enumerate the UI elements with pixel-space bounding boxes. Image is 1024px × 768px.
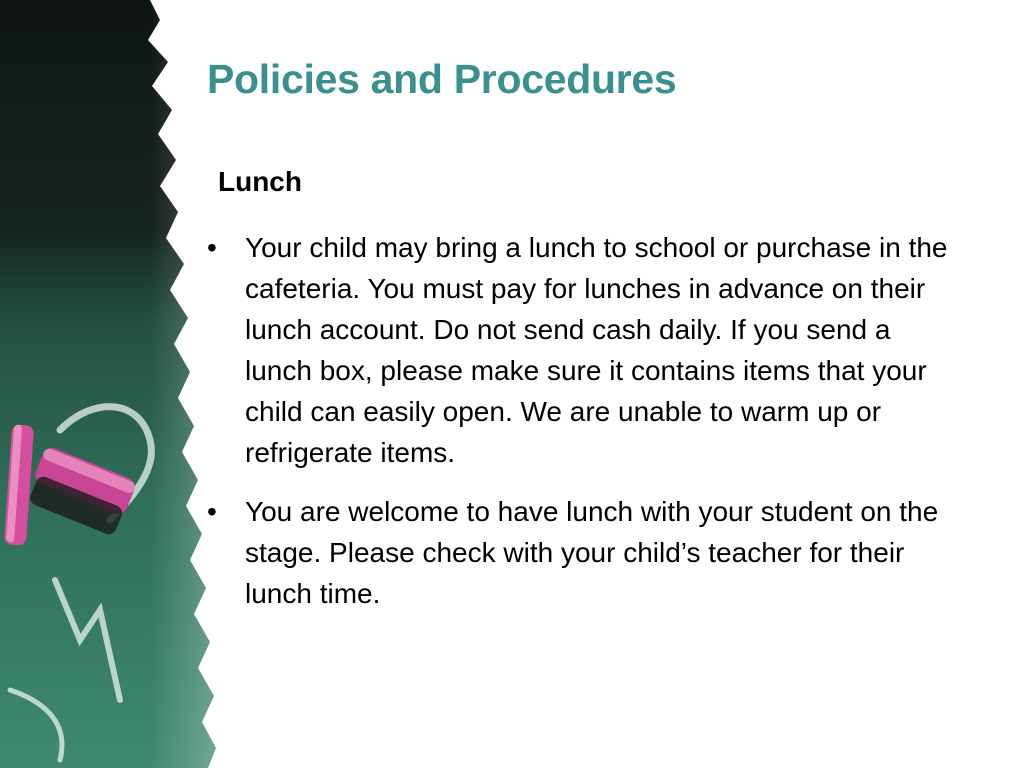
section-heading: Lunch (218, 166, 302, 197)
bullet-list (205, 227, 965, 632)
bullet-icon: • (207, 496, 217, 527)
bullet-text: Your child may bring a lunch to school or purchase in the cafeteria. You must pay for lunches in advance on their lunch account. Do not send cash daily. If you send a lunch box, please make sure it contains items that your child can easily open. We are unable to warm up or refrigerate items. (245, 232, 948, 468)
chalkboard-background-image (0, 0, 240, 768)
bullet-item (205, 227, 965, 473)
bullet-icon: • (207, 232, 217, 263)
bullet-text: You are welcome to have lunch with your student on the stage. Please check with your child’s teacher for their lunch time. (245, 496, 939, 609)
slide-title: Policies and Procedures (207, 56, 677, 102)
bullet-item (205, 491, 965, 614)
